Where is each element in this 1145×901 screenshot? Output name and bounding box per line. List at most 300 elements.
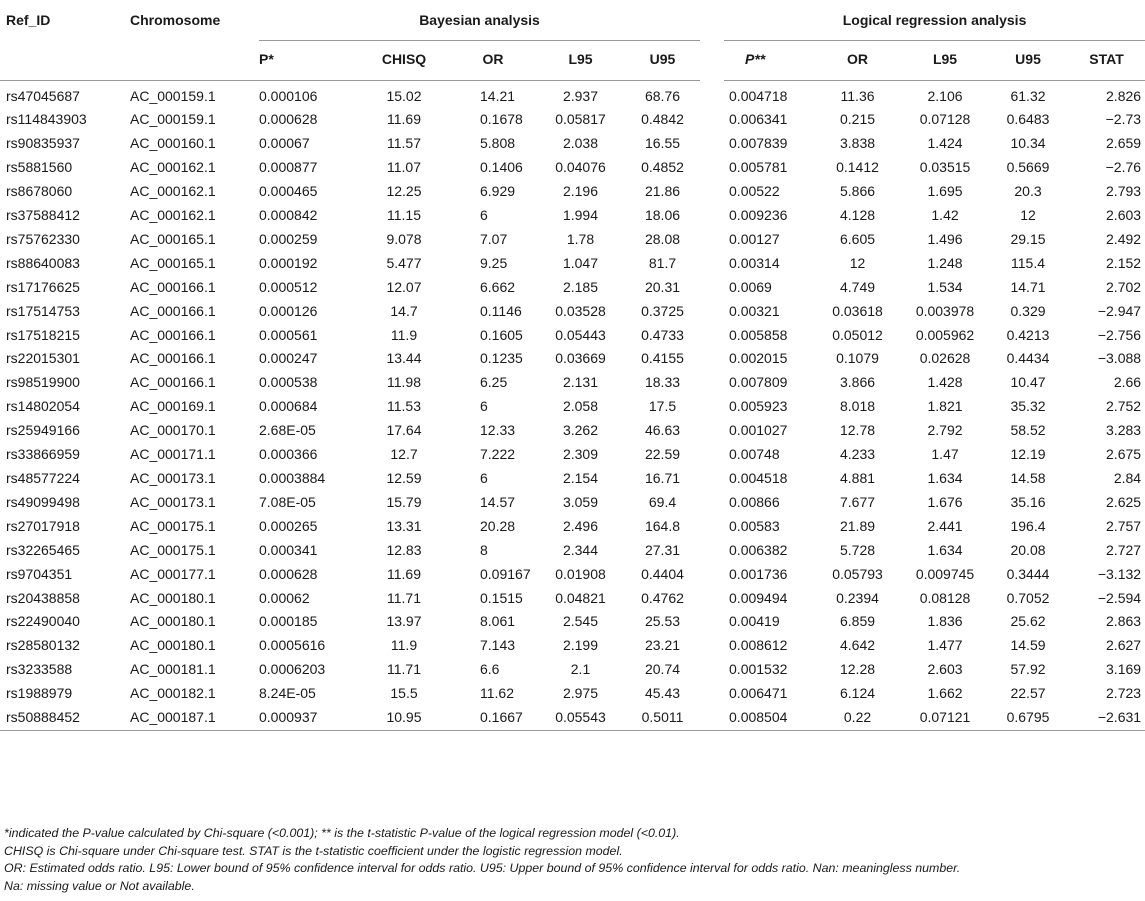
- cell-bayes-u95: 0.5011: [625, 706, 700, 730]
- cell-chromosome: AC_000169.1: [130, 398, 216, 415]
- column-gap: [700, 610, 724, 634]
- header-bayesian-analysis: Bayesian analysis: [259, 0, 700, 40]
- cell-bayes-p: 0.000628: [259, 565, 318, 582]
- cell-logical-u95: 115.4: [1011, 254, 1046, 271]
- header-logical-or: OR: [813, 40, 902, 80]
- cell-logical-l95: 1.634: [927, 541, 963, 558]
- cell-logical-stat: 2.659: [1106, 135, 1142, 152]
- cell-bayes-u95: 25.53: [644, 613, 681, 630]
- cell-bayes-or: 5.808: [480, 135, 516, 152]
- cell-logical-p: 0.005858: [729, 326, 788, 343]
- cell-logical-p: 0.007839: [729, 135, 788, 152]
- cell-logical-l95: 2.603: [927, 661, 963, 678]
- cell-logical-l95: 0.003978: [915, 302, 975, 319]
- cell-logical-or: 4.749: [839, 278, 876, 295]
- cell-bayes-u95: 164.8: [644, 517, 681, 534]
- cell-logical-p: 0.006341: [729, 111, 788, 128]
- cell-chromosome: AC_000159.1: [130, 111, 216, 128]
- cell-logical-l95: 1.477: [927, 637, 963, 654]
- cell-bayes-or: 8.061: [480, 613, 516, 630]
- cell-logical-u95: 22.57: [1010, 685, 1046, 702]
- cell-logical-or: 4.642: [839, 637, 876, 654]
- cell-bayes-p: 0.0005616: [259, 637, 326, 654]
- cell-logical-stat: 2.66: [1113, 374, 1142, 391]
- cell-bayes-u95: 23.21: [644, 637, 681, 654]
- cell-chromosome: AC_000180.1: [130, 637, 216, 654]
- cell-chromosome: AC_000173.1: [130, 493, 216, 510]
- cell-chromosome: AC_000171.1: [130, 446, 216, 463]
- cell-logical-u95: 57.92: [1010, 661, 1046, 678]
- cell-bayes-p: 7.08E-05: [259, 493, 316, 510]
- table-row: [0, 252, 1145, 276]
- cell-ref-id: rs50888452: [0, 706, 125, 730]
- cell-logical-u95: 14.58: [1010, 470, 1046, 486]
- cell-bayes-l95: 0.05543: [536, 706, 625, 730]
- cell-logical-p: 0.00321: [729, 302, 780, 319]
- cell-bayes-l95: 0.05443: [555, 326, 606, 343]
- cell-logical-u95: 61.32: [1010, 87, 1046, 104]
- header-logical-u95: U95: [988, 40, 1068, 80]
- cell-bayes-or: 7.143: [480, 637, 516, 654]
- footnote-significance: *indicated the P-value calculated by Chi-square (<0.001); ** is the t-statistic P-value of the logical regression model (<0.01).: [4, 826, 680, 840]
- header-logical-stat: STAT: [1068, 40, 1145, 80]
- cell-bayes-l95: 1.78: [566, 230, 595, 247]
- cell-logical-p: 0.001736: [729, 565, 788, 582]
- cell-bayes-p: 0.000192: [259, 254, 318, 271]
- header-row-groups: [0, 0, 1145, 40]
- cell-bayes-u95: 0.4852: [641, 159, 684, 176]
- cell-ref-id: rs20438858: [6, 589, 80, 606]
- cell-logical-l95: 1.428: [927, 374, 963, 391]
- cell-bayes-chisq: 14.7: [390, 302, 418, 319]
- cell-bayes-or: 20.28: [480, 517, 516, 534]
- cell-logical-stat: 2.603: [1106, 207, 1142, 224]
- cell-logical-or: 12: [849, 254, 866, 271]
- table-row: [0, 682, 1145, 706]
- cell-bayes-l95: 2.975: [562, 685, 599, 702]
- cell-ref-id: rs33866959: [6, 446, 80, 463]
- cell-logical-l95: 1.496: [927, 230, 963, 247]
- cell-logical-or: 8.018: [839, 398, 876, 415]
- cell-bayes-u95: 0.4404: [641, 565, 684, 582]
- cell-logical-stat: −2.73: [1105, 111, 1142, 128]
- cell-chromosome: AC_000166.1: [130, 374, 216, 391]
- cell-chromosome: AC_000162.1: [130, 183, 216, 200]
- cell-bayes-chisq: 13.31: [386, 517, 422, 534]
- column-gap: [700, 706, 724, 730]
- table-body: [0, 80, 1145, 730]
- table-row: [0, 634, 1145, 658]
- cell-logical-u95: 12.19: [1010, 446, 1046, 463]
- cell-bayes-chisq: 11.9: [390, 326, 418, 343]
- cell-logical-stat: 2.702: [1106, 278, 1142, 295]
- cell-logical-p: 0.00314: [729, 254, 780, 271]
- cell-logical-l95: 2.106: [927, 87, 963, 104]
- cell-bayes-l95: 2.937: [562, 87, 599, 104]
- cell-bayes-or: 12.33: [480, 422, 516, 439]
- cell-bayes-or: 0.1235: [480, 350, 523, 367]
- cell-ref-id: rs17514753: [6, 302, 80, 319]
- cell-logical-p: 0.001027: [729, 422, 788, 439]
- cell-bayes-p: 0.0003884: [259, 470, 326, 486]
- cell-logical-l95: 0.07128: [919, 111, 971, 128]
- column-gap: [700, 467, 724, 491]
- cell-bayes-l95: 0.04076: [555, 159, 606, 176]
- cell-bayes-u95: 18.33: [644, 374, 681, 391]
- cell-bayes-u95: 27.31: [644, 541, 681, 558]
- cell-bayes-or: 7.222: [480, 446, 516, 463]
- cell-logical-or: 0.2394: [836, 589, 879, 606]
- cell-bayes-chisq: 11.71: [387, 661, 421, 678]
- cell-logical-stat: 3.283: [1106, 422, 1142, 439]
- cell-logical-p: 0.00866: [729, 493, 780, 510]
- cell-bayes-p: 0.00062: [259, 589, 310, 606]
- cell-logical-p: 0.001532: [729, 661, 788, 678]
- cell-logical-stat: 2.627: [1106, 637, 1142, 654]
- cell-bayes-u95: 0.4155: [641, 350, 684, 367]
- cell-bayes-l95: 2.131: [562, 374, 599, 391]
- cell-chromosome: AC_000173.1: [130, 470, 216, 486]
- cell-chromosome: AC_000177.1: [130, 565, 216, 582]
- cell-logical-u95: 0.329: [1010, 302, 1046, 319]
- cell-logical-stat: 3.169: [1106, 661, 1142, 678]
- cell-logical-l95: 0.07121: [902, 706, 988, 730]
- table-row: [0, 156, 1145, 180]
- cell-bayes-l95: 2.545: [562, 613, 599, 630]
- cell-bayes-l95: 0.04821: [555, 589, 606, 606]
- table-row: [0, 228, 1145, 252]
- cell-ref-id: rs17176625: [6, 278, 80, 295]
- cell-bayes-or: 14.21: [480, 87, 516, 104]
- cell-logical-or: 0.05012: [832, 326, 883, 343]
- column-gap: [700, 563, 724, 587]
- cell-bayes-chisq: 12.59: [386, 470, 422, 486]
- cell-bayes-l95: 1.047: [562, 254, 599, 271]
- cell-logical-p: 0.004718: [729, 87, 788, 104]
- cell-ref-id: rs37588412: [6, 207, 80, 224]
- cell-chromosome: AC_000159.1: [130, 87, 216, 104]
- cell-chromosome: AC_000181.1: [130, 661, 216, 678]
- cell-logical-l95: 1.662: [927, 685, 963, 702]
- cell-ref-id: rs14802054: [6, 398, 80, 415]
- table-row: [0, 371, 1145, 395]
- cell-bayes-or: 0.1146: [480, 302, 522, 319]
- cell-chromosome: AC_000180.1: [130, 613, 216, 630]
- cell-logical-u95: 0.7052: [1006, 589, 1050, 606]
- cell-logical-or: 21.89: [839, 517, 876, 534]
- cell-logical-p: 0.008612: [729, 637, 788, 654]
- cell-chromosome: AC_000187.1: [125, 706, 259, 730]
- cell-bayes-u95: 68.76: [644, 87, 681, 104]
- cell-bayes-p: 0.000247: [259, 350, 318, 367]
- cell-bayes-p: 0.000684: [259, 398, 318, 415]
- column-gap: [700, 682, 724, 706]
- cell-logical-or: 3.838: [839, 135, 876, 152]
- cell-bayes-chisq: 11.69: [387, 565, 421, 582]
- cell-ref-id: rs22015301: [6, 350, 80, 367]
- cell-logical-p: 0.008504: [724, 706, 813, 730]
- cell-bayes-or: 0.09167: [480, 565, 531, 582]
- cell-chromosome: AC_000162.1: [130, 159, 216, 176]
- cell-logical-l95: 1.676: [927, 493, 963, 510]
- table-row: [0, 467, 1145, 491]
- column-gap: [700, 204, 724, 228]
- cell-logical-p: 0.005923: [729, 398, 788, 415]
- column-gap: [700, 539, 724, 563]
- table-row: [0, 347, 1145, 371]
- table-row: [0, 108, 1145, 132]
- table-row: [0, 324, 1145, 348]
- cell-bayes-p: 0.000341: [259, 541, 318, 558]
- cell-bayes-or: 8: [480, 541, 488, 558]
- column-gap: [700, 228, 724, 252]
- header-bayes-u95: U95: [625, 40, 700, 80]
- column-gap: [700, 491, 724, 515]
- cell-bayes-chisq: 10.95: [358, 706, 450, 730]
- cell-bayes-or: 6.6: [480, 661, 500, 678]
- cell-bayes-u95: 22.59: [644, 446, 681, 463]
- table-footnotes: [4, 825, 1140, 895]
- cell-bayes-chisq: 11.57: [387, 135, 421, 152]
- column-gap: [700, 108, 724, 132]
- cell-bayes-u95: 69.4: [648, 493, 677, 510]
- cell-ref-id: rs32265465: [6, 541, 80, 558]
- cell-ref-id: rs1988979: [6, 685, 73, 702]
- cell-logical-or: 6.124: [839, 685, 876, 702]
- cell-logical-u95: 12: [1020, 207, 1036, 224]
- cell-chromosome: AC_000160.1: [130, 135, 216, 152]
- cell-bayes-chisq: 11.69: [387, 111, 421, 128]
- cell-logical-stat: 2.625: [1106, 493, 1142, 510]
- cell-bayes-p: 0.000465: [259, 183, 318, 200]
- cell-ref-id: rs47045687: [6, 87, 80, 104]
- cell-logical-or: 6.859: [839, 613, 876, 630]
- cell-logical-stat: −2.756: [1097, 326, 1142, 343]
- cell-logical-p: 0.007809: [729, 374, 788, 391]
- column-gap: [700, 371, 724, 395]
- cell-bayes-u95: 0.4733: [641, 326, 684, 343]
- cell-bayes-u95: 46.63: [644, 422, 681, 439]
- cell-logical-u95: 35.32: [1010, 398, 1046, 415]
- cell-bayes-chisq: 9.078: [386, 230, 422, 247]
- cell-bayes-l95: 2.154: [562, 470, 599, 486]
- cell-logical-l95: 0.08128: [919, 589, 971, 606]
- table-row: [0, 563, 1145, 587]
- cell-ref-id: rs75762330: [6, 230, 80, 247]
- cell-chromosome: AC_000166.1: [130, 326, 216, 343]
- cell-ref-id: rs3233588: [6, 661, 73, 678]
- table-row: [0, 276, 1145, 300]
- footnote-odds-ratio: OR: Estimated odds ratio. L95: Lower bound of 95% confidence interval for odds ratio. U95: Upper bound of 95% confidence interval for odds ratio. Nan: meaningless number.: [4, 861, 961, 875]
- cell-logical-p: 0.002015: [729, 350, 788, 367]
- table-row: [0, 443, 1145, 467]
- cell-logical-u95: 0.5669: [1006, 159, 1050, 176]
- cell-chromosome: AC_000175.1: [130, 517, 216, 534]
- cell-logical-l95: 1.695: [927, 183, 963, 200]
- cell-bayes-p: 0.000561: [259, 326, 318, 343]
- cell-bayes-l95: 2.058: [562, 398, 599, 415]
- cell-bayes-u95: 16.55: [644, 135, 681, 152]
- cell-bayes-p: 0.000126: [259, 302, 318, 319]
- cell-bayes-l95: 2.038: [562, 135, 599, 152]
- table-row: [0, 395, 1145, 419]
- cell-logical-stat: 2.675: [1106, 446, 1142, 463]
- cell-logical-l95: 1.534: [927, 278, 963, 295]
- cell-logical-or: 0.1412: [836, 159, 879, 176]
- cell-bayes-l95: 0.03528: [555, 302, 606, 319]
- column-gap: [700, 634, 724, 658]
- cell-logical-stat: 2.727: [1106, 541, 1142, 558]
- cell-bayes-u95: 20.74: [644, 661, 681, 678]
- cell-bayes-p: 0.000106: [259, 87, 318, 104]
- cell-bayes-or: 0.1515: [480, 589, 523, 606]
- cell-logical-p: 0.009494: [729, 589, 788, 606]
- table-row: [0, 515, 1145, 539]
- cell-bayes-chisq: 12.07: [386, 278, 422, 295]
- cell-ref-id: rs17518215: [6, 326, 80, 343]
- cell-logical-u95: 0.4434: [1006, 350, 1050, 367]
- cell-logical-or: 12.78: [839, 422, 876, 439]
- cell-bayes-chisq: 11.07: [387, 159, 421, 176]
- cell-bayes-p: 0.000842: [259, 207, 318, 224]
- cell-bayes-chisq: 5.477: [386, 254, 422, 271]
- cell-bayes-or: 6: [480, 207, 488, 224]
- header-bayes-l95: L95: [536, 40, 625, 80]
- cell-bayes-l95: 2.199: [562, 637, 599, 654]
- cell-logical-u95: 0.6483: [1006, 111, 1050, 128]
- cell-bayes-p: 0.000937: [259, 706, 358, 730]
- cell-logical-or: 6.605: [839, 230, 876, 247]
- table-row: [0, 491, 1145, 515]
- cell-ref-id: rs49099498: [6, 493, 80, 510]
- cell-logical-p: 0.00419: [729, 613, 780, 630]
- cell-logical-stat: 2.492: [1106, 230, 1142, 247]
- cell-logical-u95: 14.59: [1010, 637, 1046, 654]
- cell-logical-or: 12.28: [839, 661, 876, 678]
- cell-logical-or: 5.728: [839, 541, 876, 558]
- cell-bayes-chisq: 12.25: [386, 183, 422, 200]
- header-bayes-or: OR: [450, 40, 536, 80]
- table-row: [0, 180, 1145, 204]
- table-row: [0, 80, 1145, 108]
- cell-logical-l95: 0.009745: [915, 565, 975, 582]
- cell-logical-u95: 0.3444: [1006, 565, 1050, 582]
- cell-bayes-chisq: 13.44: [386, 350, 422, 367]
- header-bayes-chisq: CHISQ: [358, 40, 450, 80]
- cell-logical-or: 3.866: [839, 374, 876, 391]
- cell-logical-or: 7.677: [839, 493, 876, 510]
- cell-bayes-p: 0.000512: [259, 278, 318, 295]
- cell-logical-l95: 2.441: [927, 517, 963, 534]
- cell-logical-p: 0.00583: [729, 517, 780, 534]
- cell-bayes-chisq: 11.98: [387, 374, 421, 391]
- cell-bayes-or: 14.57: [480, 493, 516, 510]
- cell-logical-l95: 1.42: [931, 207, 959, 224]
- cell-logical-or: 5.866: [839, 183, 876, 200]
- cell-logical-or: 4.233: [839, 446, 876, 463]
- cell-bayes-or: 0.1406: [480, 159, 523, 176]
- cell-logical-stat: 2.863: [1106, 613, 1142, 630]
- cell-logical-u95: 58.52: [1010, 422, 1046, 439]
- cell-ref-id: rs5881560: [6, 159, 73, 176]
- cell-bayes-or: 6: [480, 398, 488, 415]
- column-gap: [700, 515, 724, 539]
- cell-logical-or: 11.36: [840, 87, 875, 104]
- cell-logical-l95: 1.424: [927, 135, 963, 152]
- cell-bayes-l95: 2.309: [562, 446, 599, 463]
- cell-chromosome: AC_000165.1: [130, 230, 216, 247]
- cell-bayes-p: 0.000185: [259, 613, 318, 630]
- cell-logical-stat: −2.76: [1105, 159, 1142, 176]
- cell-bayes-p: 0.000538: [259, 374, 318, 391]
- cell-bayes-p: 8.24E-05: [259, 685, 316, 702]
- cell-logical-l95: 1.821: [927, 398, 963, 415]
- cell-logical-u95: 10.47: [1010, 374, 1046, 391]
- column-gap: [700, 419, 724, 443]
- cell-logical-stat: 2.152: [1106, 254, 1142, 271]
- cell-bayes-l95: 3.262: [562, 422, 599, 439]
- cell-chromosome: AC_000170.1: [130, 422, 216, 439]
- footnote-missing-value: Na: missing value or Not available.: [4, 878, 195, 893]
- cell-logical-or: 4.128: [839, 207, 876, 224]
- table-row: [0, 658, 1145, 682]
- cell-ref-id: rs48577224: [6, 470, 80, 486]
- header-chromosome: Chromosome: [125, 0, 259, 80]
- column-gap: [700, 658, 724, 682]
- cell-bayes-l95: 2.344: [562, 541, 599, 558]
- header-ref-id: Ref_ID: [0, 0, 125, 80]
- cell-bayes-or: 6.662: [480, 278, 516, 295]
- cell-ref-id: rs22490040: [6, 613, 80, 630]
- cell-logical-u95: 20.08: [1010, 541, 1046, 558]
- cell-logical-l95: 2.792: [927, 422, 963, 439]
- column-gap: [700, 443, 724, 467]
- cell-logical-p: 0.009236: [729, 207, 788, 224]
- cell-chromosome: AC_000180.1: [130, 589, 216, 606]
- cell-bayes-or: 0.1667: [450, 706, 536, 730]
- cell-ref-id: rs98519900: [6, 374, 80, 391]
- cell-logical-l95: 0.02628: [919, 350, 971, 367]
- header-bayes-p: P*: [259, 40, 358, 80]
- cell-logical-p: 0.0069: [729, 278, 772, 295]
- cell-bayes-chisq: 13.97: [386, 613, 422, 630]
- cell-bayes-chisq: 12.83: [386, 541, 422, 558]
- cell-bayes-p: 0.0006203: [259, 661, 326, 678]
- cell-bayes-chisq: 11.53: [387, 398, 421, 415]
- cell-bayes-l95: 0.03669: [555, 350, 606, 367]
- column-gap: [700, 276, 724, 300]
- column-gap: [700, 180, 724, 204]
- cell-bayes-p: 0.000877: [259, 159, 318, 176]
- cell-logical-p: 0.00127: [729, 230, 780, 247]
- cell-logical-u95: 196.4: [1010, 517, 1046, 534]
- column-gap: [700, 395, 724, 419]
- cell-bayes-p: 0.000628: [259, 111, 318, 128]
- cell-ref-id: rs90835937: [6, 135, 80, 152]
- cell-bayes-u95: 16.71: [644, 470, 681, 486]
- cell-logical-or: 0.03618: [832, 302, 883, 319]
- cell-logical-p: 0.006382: [729, 541, 788, 558]
- cell-bayes-p: 0.00067: [259, 135, 310, 152]
- cell-logical-l95: 1.248: [927, 254, 963, 271]
- cell-logical-u95: 25.62: [1010, 613, 1046, 630]
- cell-bayes-or: 6.929: [480, 183, 516, 200]
- cell-logical-u95: 20.3: [1014, 183, 1042, 200]
- cell-logical-stat: 2.826: [1106, 87, 1142, 104]
- cell-logical-or: 0.215: [839, 111, 876, 128]
- cell-ref-id: rs28580132: [6, 637, 80, 654]
- cell-logical-or: 0.1079: [836, 350, 879, 367]
